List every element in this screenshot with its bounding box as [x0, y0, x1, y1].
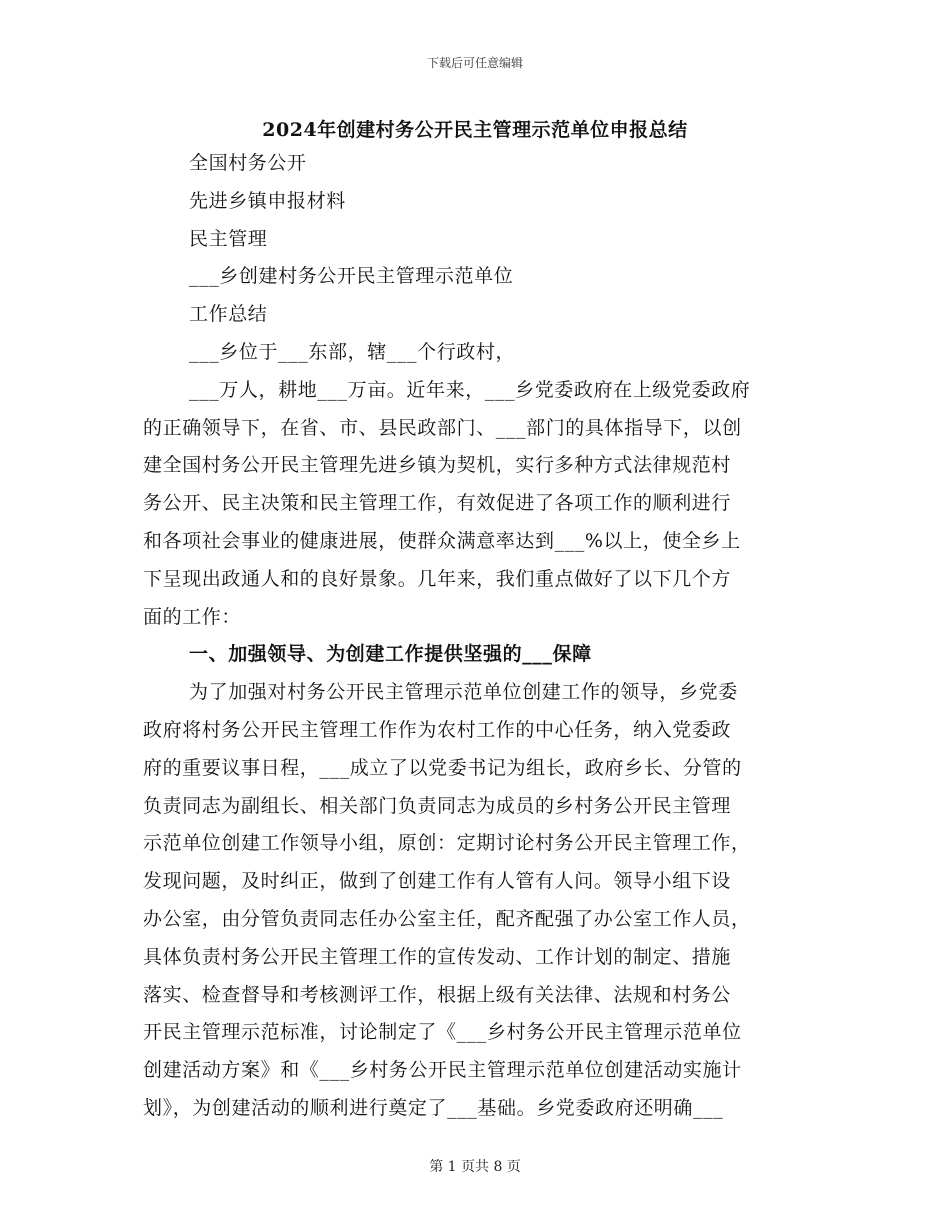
body-line: 创建活动方案》和《___乡村务公开民主管理示范单位创建活动实施计 — [143, 1059, 742, 1082]
document-body — [143, 145, 805, 1128]
body-line: 建全国村务公开民主管理先进乡镇为契机，实行多种方式法律规范村 — [143, 454, 732, 477]
page-footer: 第 1 页共 8 页 — [429, 1159, 521, 1175]
body-line: 下呈现出政通人和的良好景象。几年来，我们重点做好了以下几个方 — [143, 567, 732, 590]
body-line: 的正确领导下，在省、市、县民政部门、___部门的具体指导下，以创 — [143, 416, 742, 439]
body-line: 民主管理 — [189, 227, 268, 250]
body-line: 全国村务公开 — [189, 152, 307, 174]
body-line: 发现问题，及时纠正，做到了创建工作有人管有人问。领导小组下设 — [143, 870, 732, 893]
body-line: 务公开、民主决策和民主管理工作，有效促进了各项工作的顺利进行 — [143, 492, 732, 515]
body-line: ___万人，耕地___万亩。近年来，___乡党委政府在上级党委政府 — [189, 378, 751, 401]
document-title: 2024年创建村务公开民主管理示范单位申报总结 — [262, 119, 688, 141]
body-line: 开民主管理示范标准，讨论制定了《___乡村务公开民主管理示范单位 — [143, 1021, 742, 1044]
body-line: 工作总结 — [189, 303, 268, 326]
body-line: ___乡位于___东部，辖___个行政村， — [189, 340, 516, 363]
body-line: 示范单位创建工作领导小组，原创：定期讨论村务公开民主管理工作， — [143, 832, 751, 855]
body-line: 府的重要议事日程，___成立了以党委书记为组长，政府乡长、分管的 — [143, 756, 742, 779]
body-line: 划》，为创建活动的顺利进行奠定了___基础。乡党委政府还明确___ — [143, 1096, 724, 1119]
body-line: 政府将村务公开民主管理工作作为农村工作的中心任务，纳入党委政 — [143, 718, 732, 741]
body-line: 具体负责村务公开民主管理工作的宣传发动、工作计划的制定、措施 — [143, 945, 732, 968]
page-header: 下载后可任意编辑 — [426, 56, 523, 70]
body-line: 办公室，由分管负责同志任办公室主任，配齐配强了办公室工作人员， — [143, 907, 751, 930]
section-heading: 一、加强领导、为创建工作提供坚强的___保障 — [189, 643, 592, 666]
body-line: 先进乡镇申报材料 — [189, 189, 346, 212]
body-line: 为了加强对村务公开民主管理示范单位创建工作的领导，乡党委 — [189, 681, 738, 704]
body-line: ___乡创建村务公开民主管理示范单位 — [189, 265, 514, 288]
body-line: 面的工作： — [143, 605, 242, 628]
body-line: 负责同志为副组长、相关部门负责同志为成员的乡村务公开民主管理 — [143, 794, 732, 817]
body-line: 和各项社会事业的健康进展，使群众满意率达到___%以上，使全乡上 — [143, 529, 741, 552]
body-line: 落实、检查督导和考核测评工作，根据上级有关法律、法规和村务公 — [143, 983, 732, 1006]
